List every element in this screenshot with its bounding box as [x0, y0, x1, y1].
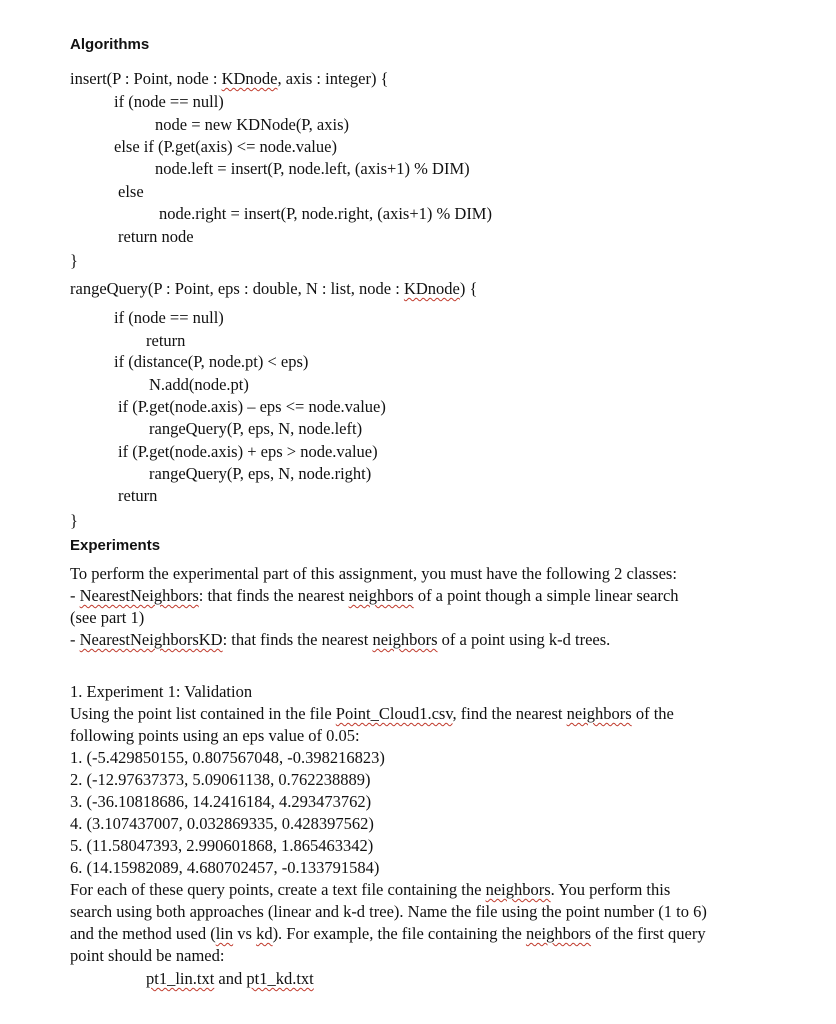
example-filenames — [146, 968, 314, 990]
p3-word: neighbors — [525, 924, 592, 943]
class-2-prefix: - — [70, 630, 80, 649]
query-point-5: 5. (11.58047393, 2.990601868, 1.865463342) — [70, 836, 374, 855]
insert-sig-post: , axis : integer) { — [277, 69, 389, 88]
p3-vs: vs — [233, 924, 257, 943]
class-item-1-continued: (see part 1) — [70, 608, 145, 627]
filename-linear: pt1_lin.txt — [146, 969, 215, 988]
insert-line-1: if (node == null) — [114, 92, 224, 111]
insert-line-7: return node — [118, 227, 194, 246]
p3-lin: lin — [215, 924, 234, 943]
class-2-word: neighbors — [372, 630, 438, 649]
class-2-post: of a point using k-d trees. — [437, 630, 611, 649]
class-2-name: NearestNeighborsKD — [79, 630, 223, 649]
insert-line-4: node.left = insert(P, node.left, (axis+1) % DIM) — [155, 159, 470, 178]
exp1-a-pre: Using the point list contained in the file — [70, 704, 336, 723]
range-sig-type: KDnode — [403, 279, 460, 298]
exp1-a-file: Point_Cloud1.csv — [335, 704, 453, 723]
p3-kd: kd — [256, 924, 273, 943]
range-line-2: return — [146, 331, 186, 350]
range-line-5: if (P.get(node.axis) – eps <= node.value) — [118, 397, 386, 416]
experiment-1-text-a — [70, 703, 674, 725]
query-point-3: 3. (-36.10818686, 14.2416184, 4.293473762) — [70, 792, 372, 811]
class-item-2 — [70, 629, 610, 651]
class-1-word: neighbors — [348, 586, 414, 605]
p1-post: . You perform this — [550, 880, 671, 899]
query-point-1: 1. (-5.429850155, 0.807567048, -0.398216823) — [70, 748, 385, 767]
p3-mid: ). For example, the file containing the — [272, 924, 526, 943]
range-line-4: N.add(node.pt) — [149, 375, 249, 394]
class-1-post: of a point though a simple linear search — [413, 586, 679, 605]
range-line-1: if (node == null) — [114, 308, 224, 327]
range-sig-post: ) { — [459, 279, 478, 298]
class-2-mid: : that finds the nearest — [222, 630, 373, 649]
algorithms-heading: Algorithms — [70, 36, 150, 53]
class-1-mid: : that finds the nearest — [198, 586, 349, 605]
class-1-name: NearestNeighbors — [79, 586, 199, 605]
query-point-4: 4. (3.107437007, 0.032869335, 0.428397562) — [70, 814, 374, 833]
class-1-prefix: - — [70, 586, 80, 605]
range-line-9: return — [118, 486, 158, 505]
insert-sig-type: KDnode — [221, 69, 278, 88]
p3-pre: and the method used ( — [70, 924, 216, 943]
instructions-line-2: search using both approaches (linear and k-d tree). Name the file using the point number (1 to 6) — [70, 902, 707, 921]
query-point-6: 6. (14.15982089, 4.680702457, -0.133791584) — [70, 858, 380, 877]
range-line-7: if (P.get(node.axis) + eps > node.value) — [118, 442, 378, 461]
exp1-a-word: neighbors — [566, 704, 632, 723]
insert-line-6: node.right = insert(P, node.right, (axis+1) % DIM) — [159, 204, 492, 223]
insert-line-2: node = new KDNode(P, axis) — [155, 115, 349, 134]
experiment-1-text-b: following points using an eps value of 0.05: — [70, 726, 360, 745]
p1-pre: For each of these query points, create a text file containing the — [70, 880, 486, 899]
instructions-line-1 — [70, 879, 670, 901]
p1-word: neighbors — [485, 880, 551, 899]
exp1-a-post: of the — [631, 704, 674, 723]
insert-close-brace: } — [70, 251, 78, 270]
insert-sig-pre: insert(P : Point, node : — [70, 69, 222, 88]
experiments-heading: Experiments — [70, 537, 161, 554]
range-close-brace: } — [70, 511, 78, 530]
instructions-line-3 — [70, 923, 706, 945]
instructions-line-4: point should be named: — [70, 946, 225, 965]
class-item-1 — [70, 585, 679, 607]
exp1-a-mid: , find the nearest — [452, 704, 567, 723]
range-line-3: if (distance(P, node.pt) < eps) — [114, 352, 309, 371]
filename-and: and — [214, 969, 247, 988]
range-signature — [70, 278, 477, 300]
insert-line-3: else if (P.get(axis) <= node.value) — [114, 137, 337, 156]
insert-signature — [70, 68, 388, 90]
range-line-6: rangeQuery(P, eps, N, node.left) — [149, 419, 363, 438]
p3-post: of the first query — [591, 924, 706, 943]
range-sig-pre: rangeQuery(P : Point, eps : double, N : list, node : — [70, 279, 404, 298]
insert-line-5: else — [118, 182, 144, 201]
experiment-1-title: 1. Experiment 1: Validation — [70, 682, 253, 701]
range-line-8: rangeQuery(P, eps, N, node.right) — [149, 464, 372, 483]
experiments-intro: To perform the experimental part of this assignment, you must have the following 2 classes: — [70, 564, 677, 583]
query-point-2: 2. (-12.97637373, 5.09061138, 0.762238889) — [70, 770, 371, 789]
filename-kd: pt1_kd.txt — [246, 969, 314, 988]
